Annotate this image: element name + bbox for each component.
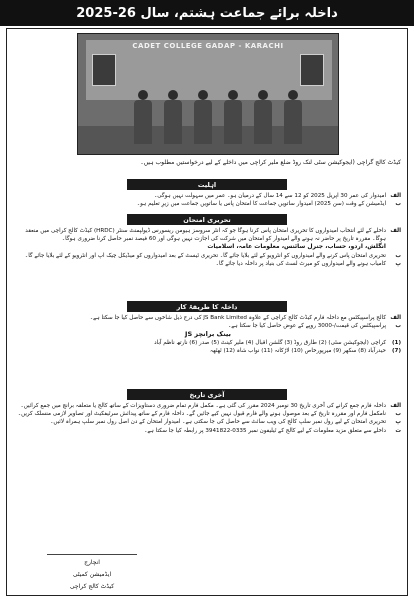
- cadet-figure: [254, 90, 272, 144]
- section-heading-eligibility: اہلیت: [127, 179, 287, 190]
- eligibility-block: [15, 192, 401, 208]
- list-item: (1) کراچی (ایجوکیشن سٹی) (2) طارق روڈ (3) گلشن اقبال (4) ملیر کینٹ (5) صدر (6) نارتھ ناظم آباد: [154, 339, 401, 346]
- banner-title: داخلہ برائے جماعت ہشتم، سال 26-2025: [76, 5, 338, 21]
- signature-title: انچارج: [84, 559, 100, 566]
- procedure-block: [15, 314, 401, 355]
- section-heading-last-date: آخری تاریخ: [127, 389, 287, 400]
- cadet-figure: [194, 90, 212, 144]
- list-item: الف کالج پراسپیکٹس مع داخلہ فارم کیڈٹ کالج کراچی کے علاوہ JS Bank Limited کی درج ذیل شاخوں سے حاصل کیا جا سکتا ہے۔: [89, 315, 401, 321]
- portrait-right: [300, 54, 324, 86]
- section-heading-written-test: تحریری امتحان: [127, 214, 287, 225]
- list-item: ت داخلے سے متعلق مزید معلومات کے لیے کالج کے ٹیلیفون نمبر 0335-3941822 پر رابطہ کیا جا سکتا ہے۔: [144, 427, 401, 434]
- list-item: ب تحریری امتحان پاس کرنے والے امیدواروں کو انٹرویو کے لئے بلایا جائے گا۔ تحریری ٹیسٹ کے بعد امیدواروں کو میڈیکل چیک اپ اور انٹرویو کے لئے بلایا جائے گا۔: [24, 252, 401, 259]
- section-heading-procedure: داخلہ کا طریقۂ کار: [127, 301, 287, 312]
- list-item: ب ایڈمیشن کے وقت (سن 2025) امیدوار ساتویں جماعت کا امتحان پاس یا ساتویں جماعت میں زیرِ تعلیم ہو۔: [136, 201, 401, 208]
- cadet-figure: [284, 90, 302, 144]
- list-item: ب نامکمل فارم اور مقررہ تاریخ کے بعد موصول ہونے والے فارم قبول نہیں کیے جائیں گے۔ داخلہ فارم کے ساتھ پیدائش سرٹیفکیٹ اور تصاویر لازمی منسلک کریں۔: [17, 411, 401, 418]
- bank-branches-title: JS بینک برانچز: [185, 330, 231, 339]
- list-item: پ تحریری امتحان کے لیے رول نمبر سلپ کالج کی ویب سائٹ سے حاصل کی جا سکتی ہے۔ امیدوار امتحان کے دن اصل رول نمبر سلپ ہمراہ لائیں۔: [50, 419, 401, 426]
- signature-block: [47, 549, 137, 593]
- cadet-figure: [224, 90, 242, 144]
- last-date-block: [15, 402, 401, 435]
- college-photo: [77, 33, 339, 155]
- list-item: انگلش، اردو، حساب، جنرل سائنس، معلومات عامہ، اسلامیات: [207, 243, 386, 251]
- list-item: الف داخلے کے لئے انتخاب امیدواروں کا تحریری امتحان پاس کرنا ہوگا جو کہ انٹر سروسز ہیومن ریسورس ڈیولپمنٹ سنٹر (HRDC) کیڈٹ کالج کراچی میں منعقد ہوگا۔ مقررہ تاریخ پر حاضر نہ ہونے والے امیدوار کو امتحان میں شرکت کی اجازت نہیں ہوگی اور 60 فیصد نمبر حاصل کرنا ضروری ہوگا۔: [25, 228, 401, 243]
- list-item: (7) حیدرآباد (8) سکھر (9) میرپورخاص (10) لاڑکانہ (11) نواب شاہ (12) ٹھٹھہ: [210, 347, 401, 354]
- signature-committee: ایڈمیشن کمیٹی: [72, 571, 112, 578]
- list-item: پ کامیاب ہونے والے امیدواروں کو میرٹ لسٹ کی بنیاد پر داخلہ دیا جائے گا۔: [215, 260, 401, 267]
- title-banner: [0, 0, 414, 26]
- photo-college-name: CADET COLLEGE GADAP - KARACHI: [132, 42, 284, 50]
- list-item: الف داخلہ فارم جمع کرانے کی آخری تاریخ 30 نومبر 2024 مقرر کی گئی ہے۔ مکمل فارم تمام ضروری دستاویزات کے ساتھ کالج یا متعلقہ برانچ میں جمع کرائیں۔: [20, 403, 401, 409]
- list-item: الف امیدوار کی عمر 30 اپریل 2025 کو 12 سے 14 سال کے درمیان ہو۔ عمر میں سہولت نہیں ہوگی۔: [153, 193, 401, 199]
- cadet-figure: [164, 90, 182, 144]
- intro-text: کیڈٹ کالج گراچی (ایجوکیشن سٹی لنک روڈ ضلع ملیر کراچی میں داخلے کے لیے درخواستیں مطلوب ہیں۔: [140, 159, 401, 166]
- list-item: ب پراسپیکٹس کی قیمت/-3000 روپے کے عوض حاصل کیا جا سکتا ہے۔: [227, 323, 401, 330]
- cadet-figure: [134, 90, 152, 144]
- signature-line: [47, 549, 137, 555]
- signature-college: کیڈٹ کالج کراچی: [69, 583, 115, 590]
- written-test-block: [15, 227, 401, 268]
- portrait-left: [92, 54, 116, 86]
- advertisement-page: [6, 28, 408, 596]
